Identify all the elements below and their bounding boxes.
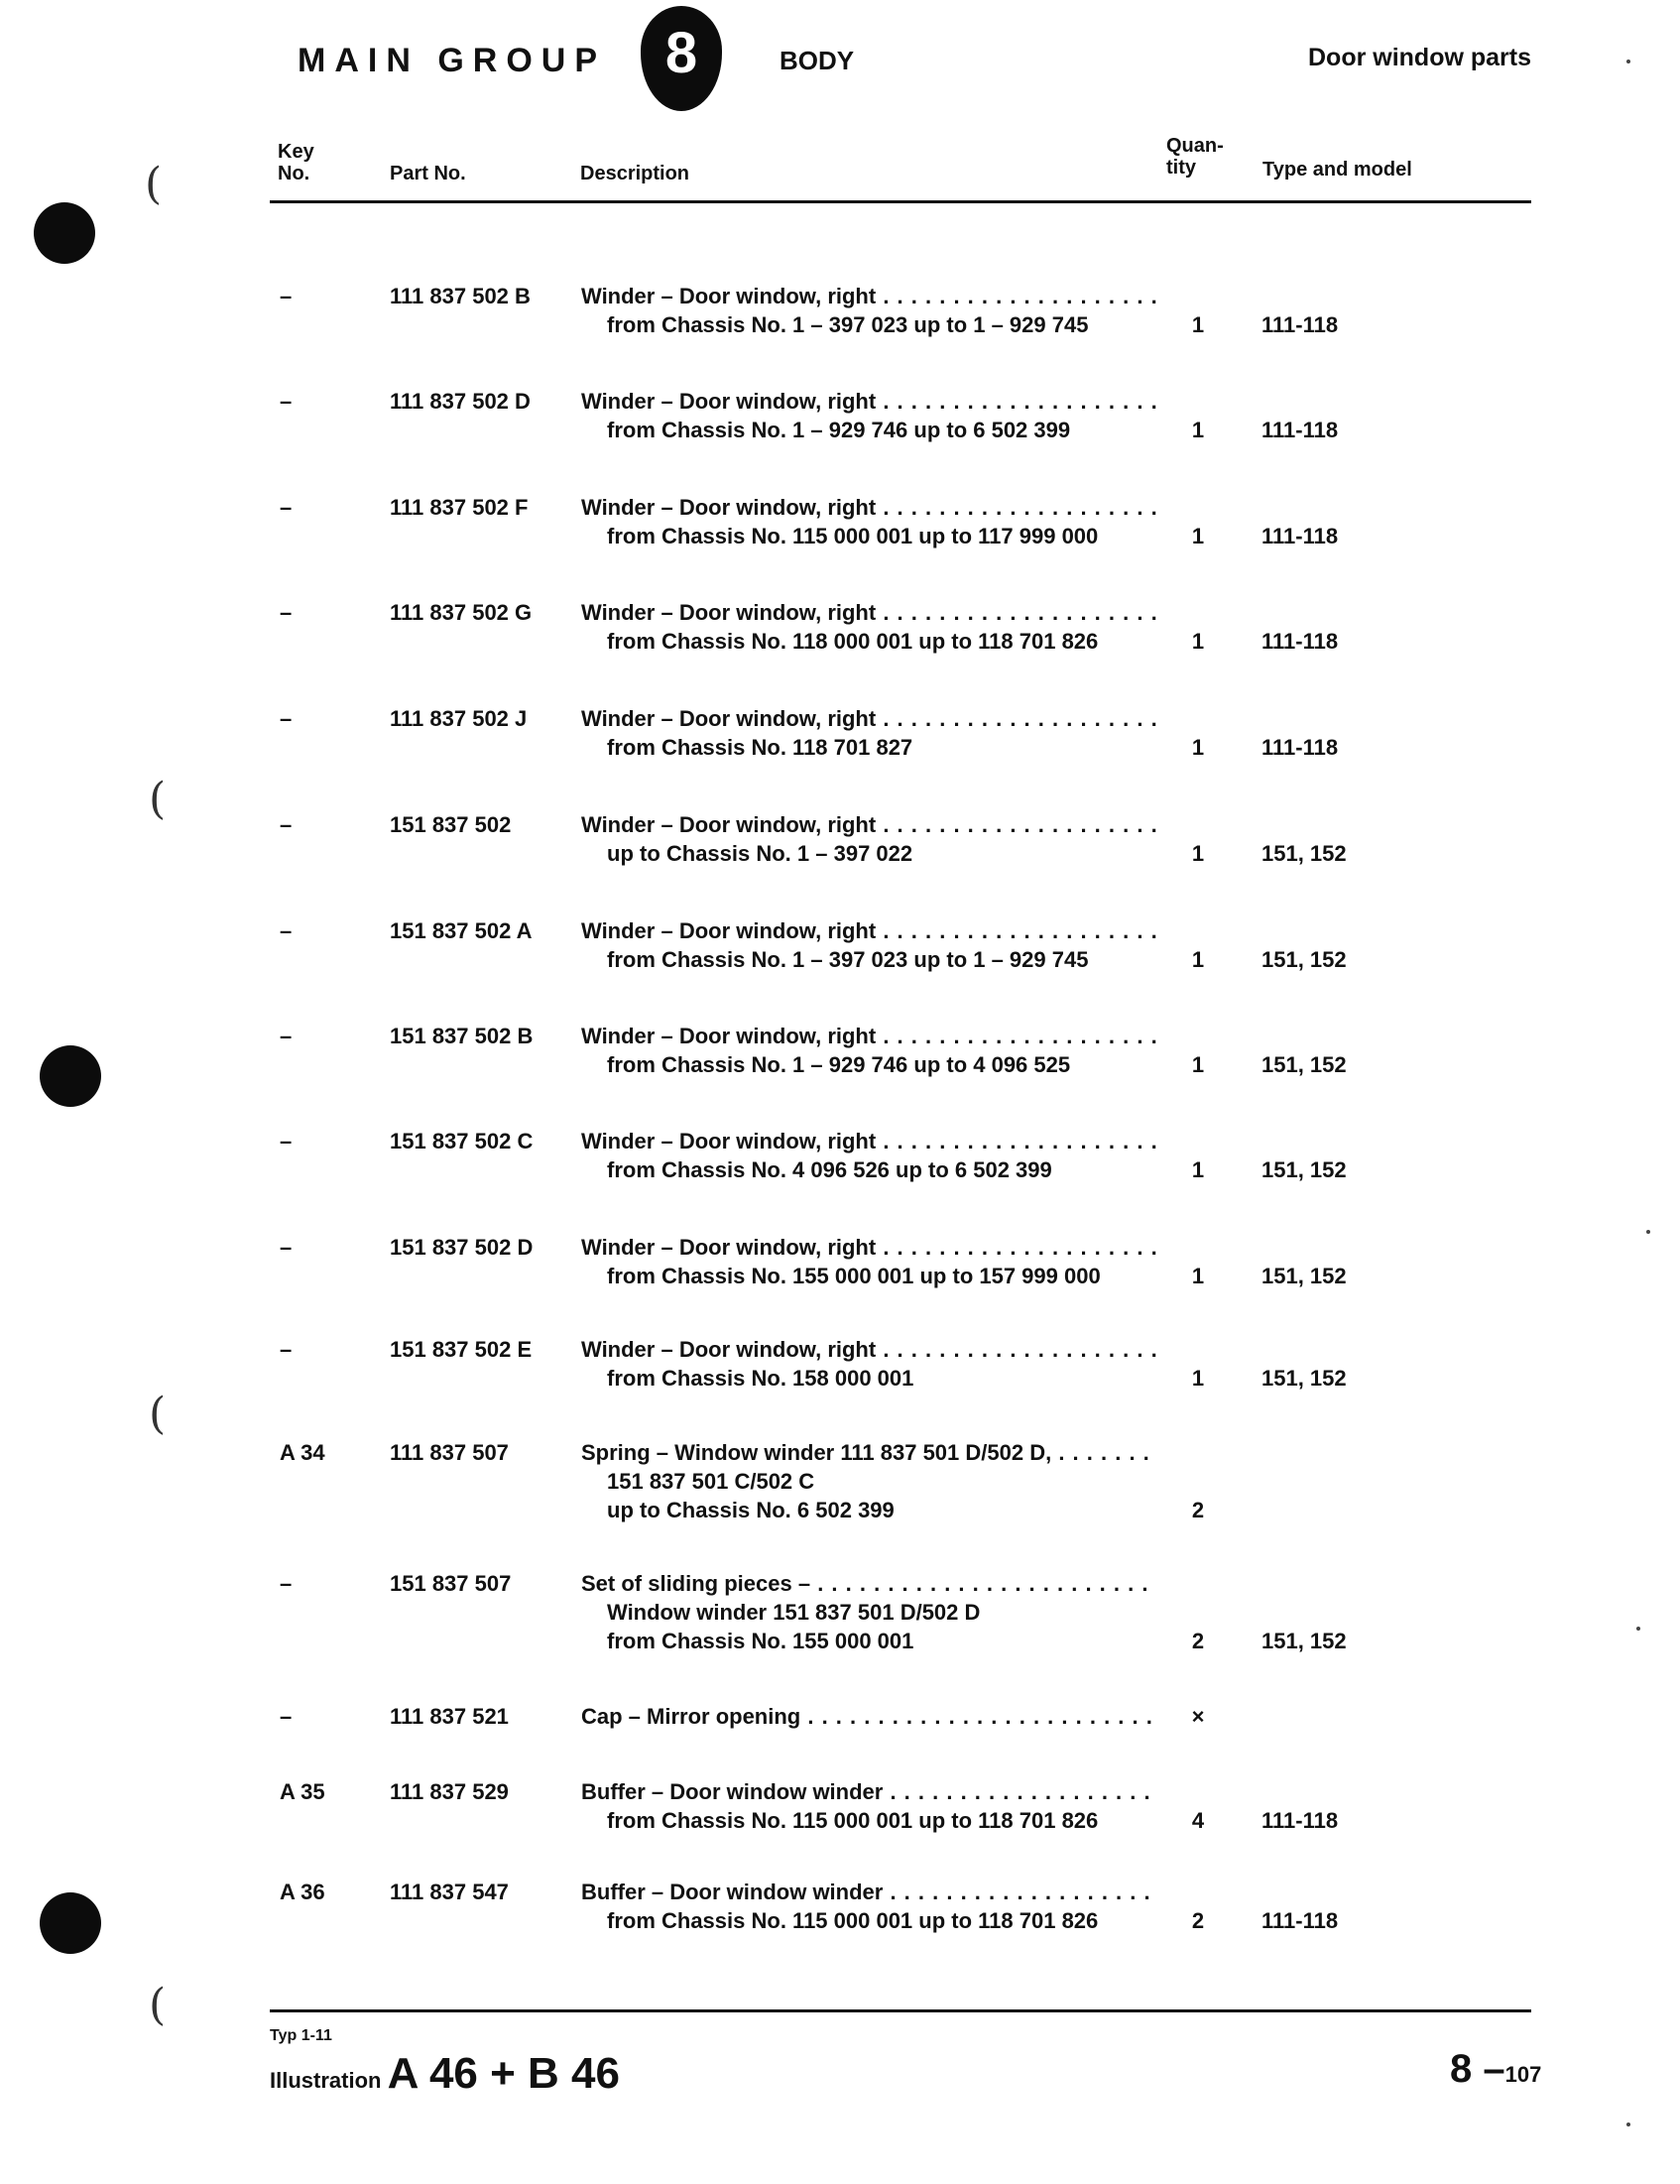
row-key-no: –: [280, 706, 293, 731]
footer-typ: Typ 1-11: [270, 2027, 332, 2044]
description-line: from Chassis No. 1 – 397 023 up to 1 – 929 745: [607, 312, 1089, 337]
scan-mark: (: [145, 159, 163, 209]
row-part-no: 111 837 521: [390, 1704, 509, 1729]
row-type-model: 151, 152: [1261, 947, 1347, 972]
illustration-refs: A 46 + B 46: [387, 2049, 620, 2098]
row-quantity: 1: [1191, 947, 1205, 972]
row-description: [581, 704, 1156, 762]
row-quantity: 1: [1191, 524, 1205, 548]
row-type-model: 111-118: [1261, 418, 1339, 442]
row-type-model: 111-118: [1261, 1808, 1339, 1833]
row-key-no: –: [280, 600, 293, 625]
row-key-no: –: [280, 918, 293, 943]
description-line: up to Chassis No. 1 – 397 022: [607, 841, 913, 866]
description-line: Buffer – Door window winder . . .: [581, 1878, 1156, 1906]
col-type-model: Type and model: [1262, 159, 1412, 181]
row-key-no: –: [280, 1571, 293, 1596]
section-title: BODY: [780, 46, 855, 75]
description-line: from Chassis No. 4 096 526 up to 6 502 399: [607, 1157, 1052, 1182]
description-line: Winder – Door window, right . . .: [581, 493, 1156, 522]
footer-rule: [270, 2009, 1531, 2012]
description-line: up to Chassis No. 6 502 399: [607, 1498, 895, 1522]
row-quantity: 2: [1191, 1629, 1205, 1653]
row-part-no: 151 837 507: [390, 1571, 512, 1596]
row-description: [581, 1022, 1156, 1079]
row-quantity: 1: [1191, 1366, 1205, 1391]
description-line: from Chassis No. 118 701 827: [607, 735, 913, 760]
description-line: Winder – Door window, right . . .: [581, 810, 1156, 839]
row-part-no: 111 837 502 B: [390, 284, 531, 308]
row-description: [581, 1878, 1156, 1935]
row-description: [581, 1127, 1156, 1184]
row-type-model: 111-118: [1261, 629, 1339, 654]
row-type-model: 111-118: [1261, 1908, 1339, 1933]
row-type-model: 151, 152: [1261, 1264, 1347, 1288]
row-quantity: 1: [1191, 841, 1205, 866]
row-key-no: A 36: [280, 1880, 325, 1904]
description-line: from Chassis No. 1 – 397 023 up to 1 – 929 745: [607, 947, 1089, 972]
row-part-no: 111 837 507: [390, 1440, 509, 1465]
row-quantity: 1: [1191, 1052, 1205, 1077]
description-line: Winder – Door window, right . . .: [581, 282, 1156, 310]
description-line: from Chassis No. 155 000 001 up to 157 999 000: [607, 1264, 1101, 1288]
description-line: from Chassis No. 1 – 929 746 up to 6 502 399: [607, 418, 1071, 442]
row-description: [581, 1569, 1156, 1655]
row-quantity: 1: [1191, 629, 1205, 654]
row-type-model: 151, 152: [1261, 1366, 1347, 1391]
row-quantity: 1: [1191, 1264, 1205, 1288]
col-part-no: Part No.: [390, 163, 466, 184]
description-line: from Chassis No. 115 000 001 up to 118 701 826: [607, 1908, 1099, 1933]
page-number: [1450, 2047, 1541, 2092]
description-line: Winder – Door window, right . . .: [581, 916, 1156, 945]
scan-speck: [1646, 1230, 1650, 1234]
row-part-no: 111 837 502 D: [390, 389, 531, 414]
binder-hole-bottom: [40, 1892, 101, 1954]
row-part-no: 111 837 502 J: [390, 706, 528, 731]
row-part-no: 111 837 502 G: [390, 600, 533, 625]
scan-speck: [1626, 2123, 1630, 2126]
page-group: 8 –: [1450, 2047, 1505, 2091]
row-description: [581, 1438, 1156, 1524]
row-part-no: 151 837 502 C: [390, 1129, 534, 1153]
description-line: Winder – Door window, right . . .: [581, 1127, 1156, 1155]
scan-mark: (: [149, 1389, 167, 1439]
row-quantity: 2: [1191, 1498, 1205, 1522]
row-part-no: 151 837 502 B: [390, 1024, 534, 1048]
description-line: Set of sliding pieces – . . .: [581, 1569, 1156, 1598]
row-quantity: 4: [1191, 1808, 1205, 1833]
row-description: [581, 282, 1156, 339]
description-line: Winder – Door window, right . . .: [581, 1335, 1156, 1364]
description-line: Spring – Window winder 111 837 501 D/502 D, . . .: [581, 1438, 1156, 1467]
row-description: [581, 598, 1156, 656]
row-type-model: 151, 152: [1261, 1629, 1347, 1653]
row-key-no: –: [280, 1235, 293, 1260]
row-part-no: 111 837 547: [390, 1880, 509, 1904]
row-key-no: –: [280, 1704, 293, 1729]
scan-speck: [1636, 1627, 1640, 1631]
row-type-model: 111-118: [1261, 312, 1339, 337]
description-line: Winder – Door window, right . . .: [581, 1022, 1156, 1050]
description-line: Winder – Door window, right . . .: [581, 1233, 1156, 1262]
row-description: [581, 810, 1156, 868]
row-type-model: 151, 152: [1261, 1157, 1347, 1182]
row-description: [581, 493, 1156, 550]
binder-hole-middle: [40, 1045, 101, 1107]
scan-speck: [1626, 60, 1630, 63]
scan-mark: (: [149, 774, 167, 824]
row-key-no: –: [280, 812, 293, 837]
row-type-model: 111-118: [1261, 524, 1339, 548]
row-part-no: 151 837 502 E: [390, 1337, 533, 1362]
row-quantity: 1: [1191, 1157, 1205, 1182]
page-subtitle: Door window parts: [1308, 44, 1531, 71]
row-description: [581, 916, 1156, 974]
row-part-no: 111 837 529: [390, 1779, 509, 1804]
illustration-label: Illustration: [270, 2068, 382, 2093]
description-line: Winder – Door window, right . . .: [581, 387, 1156, 416]
row-description: [581, 1335, 1156, 1393]
row-quantity: 1: [1191, 735, 1205, 760]
description-line: Window winder 151 837 501 D/502 D: [607, 1600, 981, 1625]
group-number-badge: 8: [641, 6, 722, 111]
main-group-label: MAIN GROUP: [298, 42, 606, 79]
scan-mark: (: [149, 1980, 167, 2030]
description-line: 151 837 501 C/502 C: [607, 1469, 815, 1494]
row-description: [581, 387, 1156, 444]
description-line: Winder – Door window, right . . .: [581, 598, 1156, 627]
row-part-no: 151 837 502 D: [390, 1235, 534, 1260]
row-quantity: 1: [1191, 418, 1205, 442]
row-type-model: 151, 152: [1261, 1052, 1347, 1077]
row-key-no: –: [280, 1024, 293, 1048]
description-line: from Chassis No. 155 000 001: [607, 1629, 914, 1653]
row-type-model: 111-118: [1261, 735, 1339, 760]
row-description: [581, 1702, 1156, 1731]
row-type-model: 151, 152: [1261, 841, 1347, 866]
row-quantity: ×: [1191, 1704, 1205, 1729]
row-key-no: A 35: [280, 1779, 325, 1804]
row-key-no: –: [280, 1337, 293, 1362]
row-description: [581, 1777, 1156, 1835]
row-quantity: 1: [1191, 312, 1205, 337]
description-line: from Chassis No. 115 000 001 up to 117 999 000: [607, 524, 1099, 548]
row-part-no: 151 837 502 A: [390, 918, 533, 943]
row-key-no: –: [280, 284, 293, 308]
page-number-value: 107: [1504, 2062, 1542, 2087]
footer-illustration: [270, 2049, 620, 2099]
description-line: Winder – Door window, right . . .: [581, 704, 1156, 733]
row-key-no: –: [280, 1129, 293, 1153]
row-key-no: –: [280, 495, 293, 520]
col-description: Description: [580, 163, 690, 184]
description-line: Buffer – Door window winder . . .: [581, 1777, 1156, 1806]
row-key-no: –: [280, 389, 293, 414]
description-line: from Chassis No. 158 000 001: [607, 1366, 914, 1391]
binder-hole-top: [34, 202, 95, 264]
col-quantity: Quan- tity: [1166, 135, 1224, 179]
header-rule: [270, 200, 1531, 203]
row-description: [581, 1233, 1156, 1290]
col-key-no: Key No.: [278, 141, 314, 184]
description-line: Cap – Mirror opening . . .: [581, 1702, 1156, 1731]
row-quantity: 2: [1191, 1908, 1205, 1933]
row-part-no: 111 837 502 F: [390, 495, 529, 520]
description-line: from Chassis No. 115 000 001 up to 118 701 826: [607, 1808, 1099, 1833]
row-key-no: A 34: [280, 1440, 325, 1465]
description-line: from Chassis No. 118 000 001 up to 118 701 826: [607, 629, 1099, 654]
description-line: from Chassis No. 1 – 929 746 up to 4 096 525: [607, 1052, 1071, 1077]
row-part-no: 151 837 502: [390, 812, 512, 837]
